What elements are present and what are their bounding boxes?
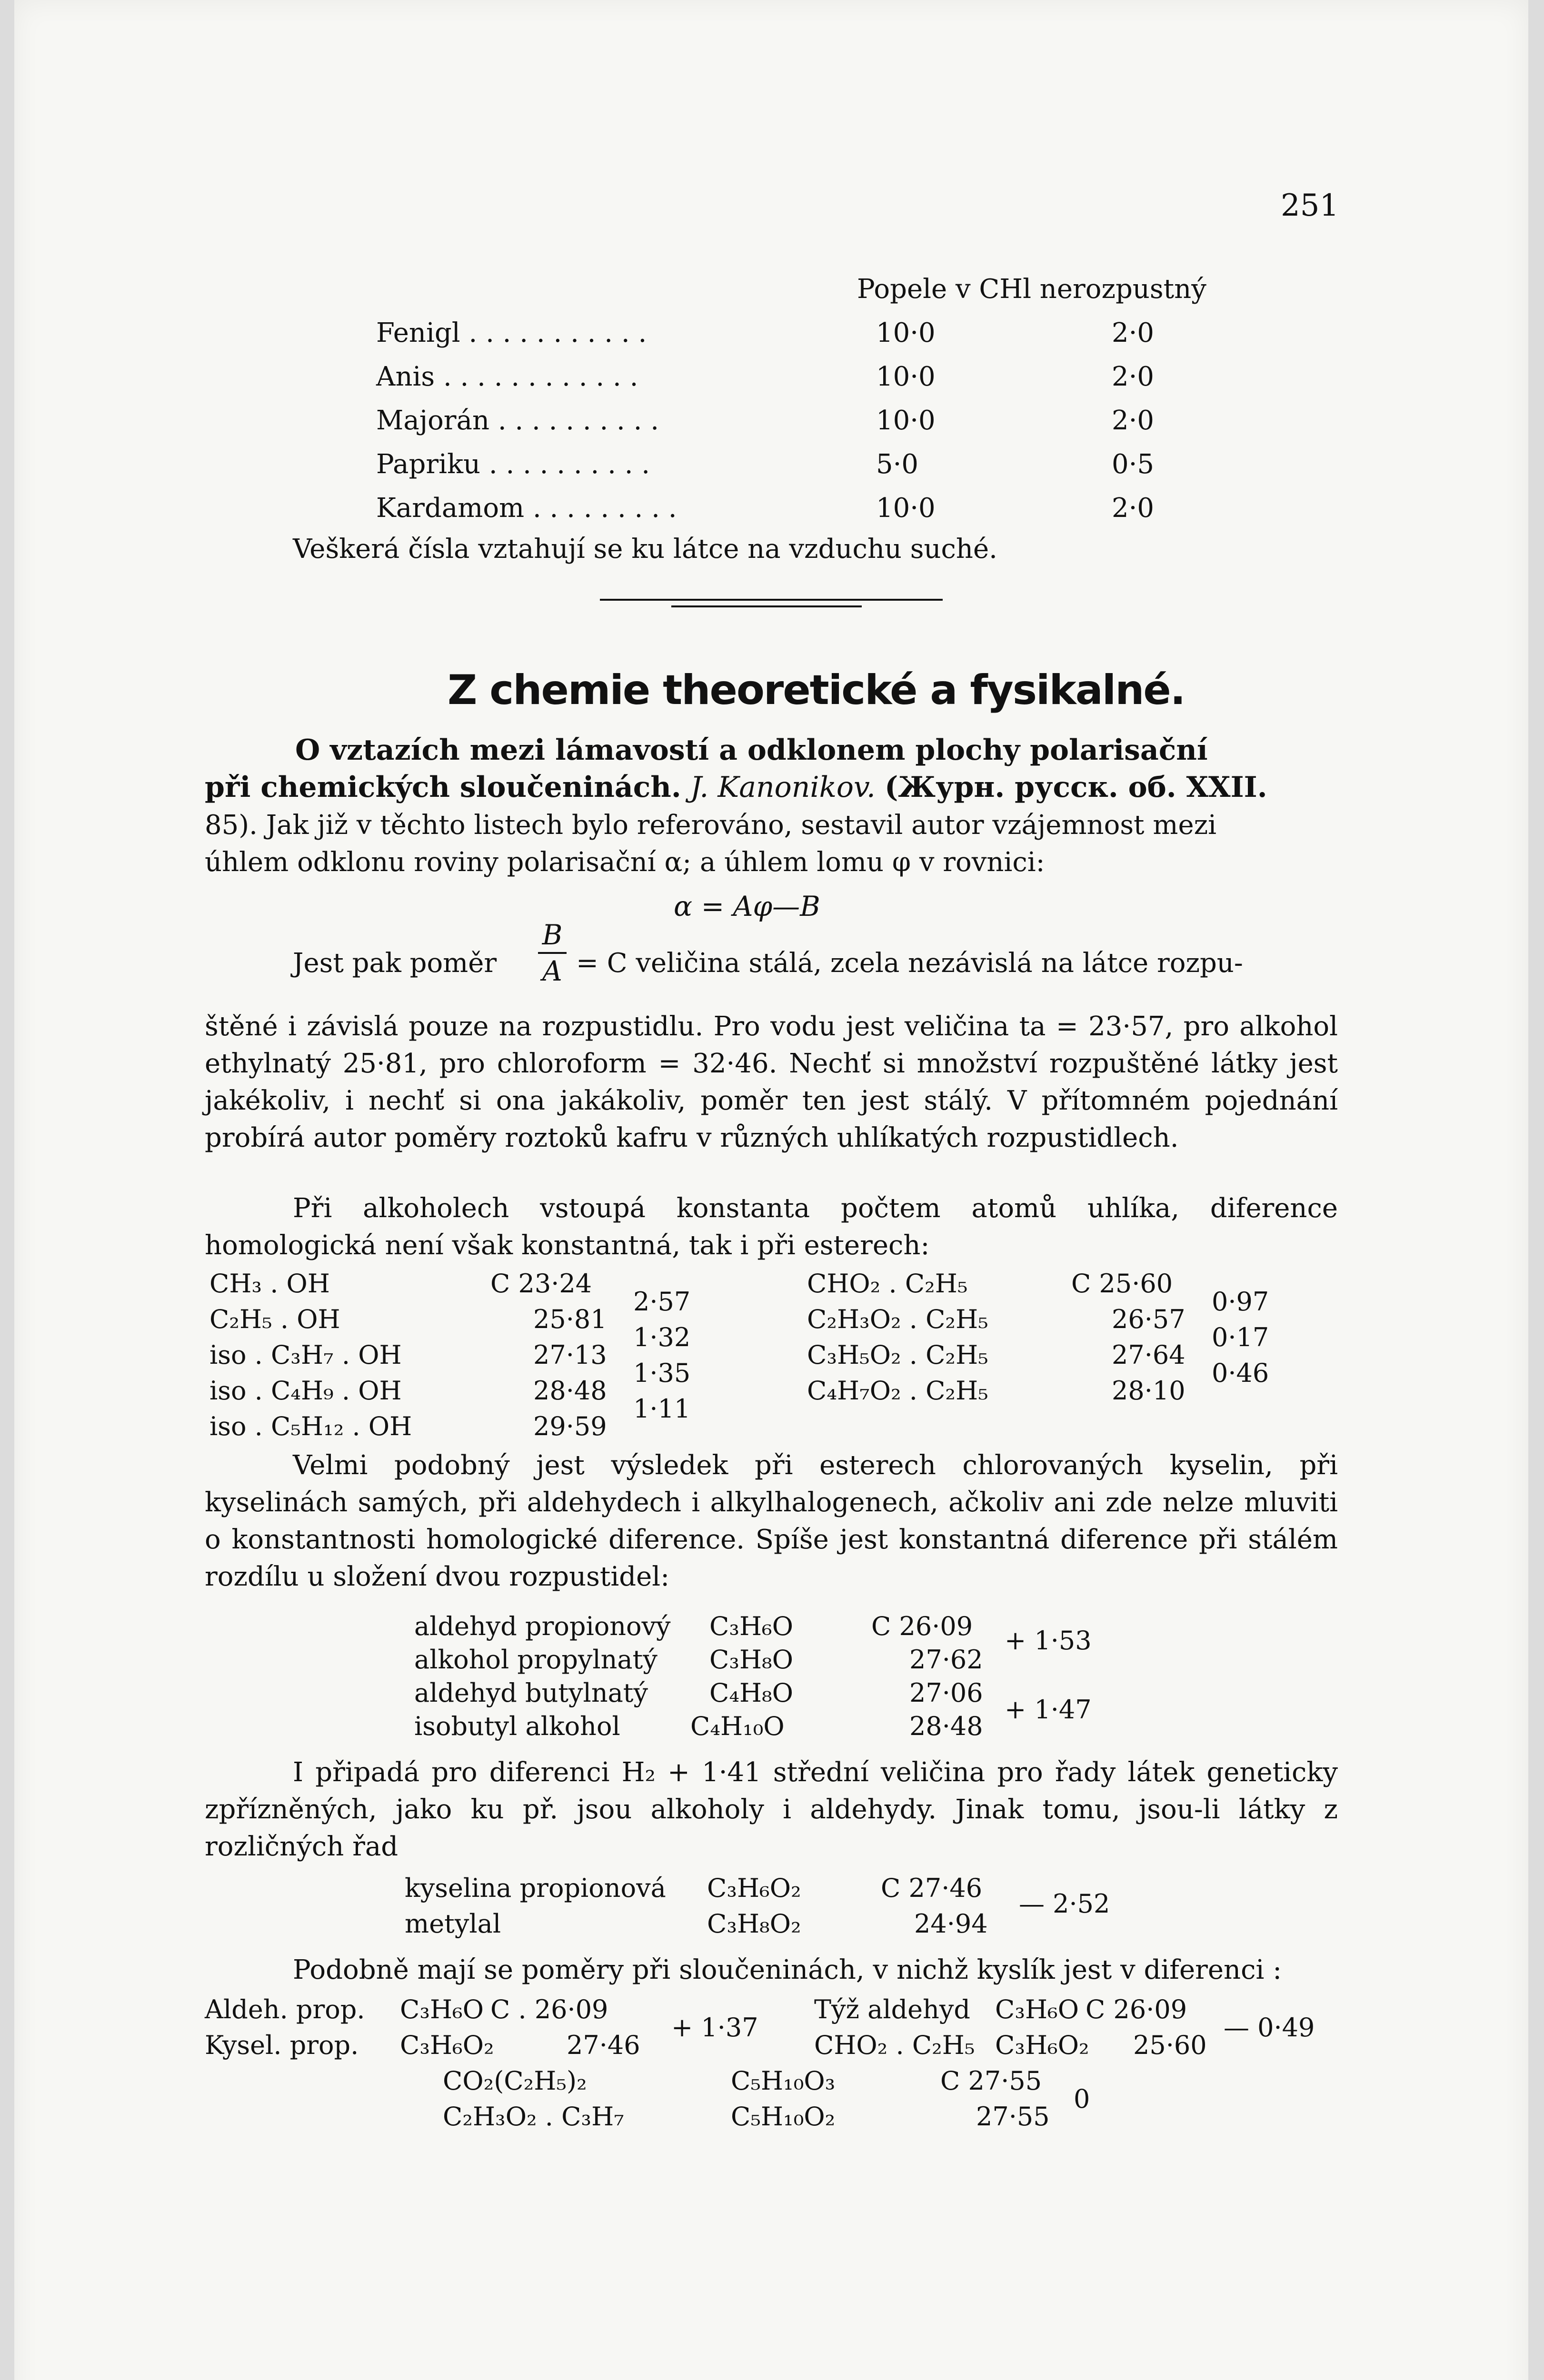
alcohol-value: 25·81 [533,1304,607,1334]
ester-value: C 25·60 [1071,1269,1173,1299]
ester-value: 26·57 [1112,1304,1185,1334]
pair-value: 27·62 [909,1645,983,1675]
acid-difference: — 2·52 [1019,1889,1110,1919]
paragraph-alcohols: Při alkoholech vstoupá konstanta počtem atomů uhlíka, diference homologická není však konstantná, tak i při esterech: [205,1193,1338,1261]
article-title-line2 [205,770,1267,804]
oxygen-right-label: CHO₂ . C₂H₅ [814,2030,975,2060]
pair-value: 28·48 [909,1711,983,1741]
alcohol-difference: 1·35 [633,1358,691,1388]
alcohol-formula: iso . C₄H₉ . OH [209,1376,402,1406]
ester-value: C 27·55 [940,2066,1042,2096]
alcohol-difference: 1·32 [633,1322,691,1352]
oxygen-right-difference: — 0·49 [1224,2013,1315,2043]
pair-value: 27·06 [909,1678,983,1708]
pair-formula: C₄H₈O [709,1678,793,1708]
section-divider [600,599,943,601]
ash-table-header: Popele v CHl nerozpustný [857,274,1206,305]
oxygen-left-formula: C₃H₆O [400,1994,484,2024]
section-divider-accent [671,605,862,607]
pair-formula: C₄H₁₀O [690,1711,785,1741]
oxygen-left-label: Kysel. prop. [205,2030,359,2060]
alcohol-formula: C₂H₅ . OH [209,1304,340,1334]
alcohol-difference: 2·57 [633,1287,691,1317]
oxygen-right-value: 25·60 [1133,2030,1207,2060]
ester-formula: C₄H₇O₂ . C₂H₅ [807,1376,988,1406]
acid-formula: C₃H₈O₂ [707,1909,801,1939]
paragraph-intro-line1: 85). Jak již v těchto listech bylo referováno, sestavil autor vzájemnost mezi [205,810,1217,841]
ratio-text-rest: = C veličina stálá, zcela nezávislá na látce rozpu- [576,948,1243,979]
pair-name: isobutyl alkohol [414,1711,620,1741]
paragraph-esters: Velmi podobný jest výsledek při esterech chlorovaných kyselin, při kyselinách samých, při aldehydech i alkylhalogenech, ačkoliv ani zde nelze mluviti o konstantnosti homologické diference. Spíše jest konstantná diference při stálém rozdílu u složení dvou rozpustidel: [205,1450,1338,1592]
oxygen-left-value: 27·46 [567,2030,640,2060]
ratio-fraction [538,919,567,987]
fraction-denominator: A [542,955,562,987]
ratio-text-start: Jest pak poměr [293,948,497,979]
pair-name: alkohol propylnatý [414,1645,657,1675]
article-author: J. Kanonikov. [690,771,876,804]
ester-value: 27·55 [976,2102,1050,2132]
row-value-ash: 10·0 [876,405,936,436]
pair-name: aldehyd butylnatý [414,1678,648,1708]
alcohol-formula: CH₃ . OH [209,1269,330,1299]
pair-formula: C₃H₈O [709,1645,793,1675]
alcohol-value: C 23·24 [490,1269,592,1299]
alcohol-value: 29·59 [533,1411,607,1441]
section-heading: Z chemie theoretické a fysikalné. [448,666,1185,714]
ester-difference: 0·17 [1212,1322,1269,1352]
scanned-page [14,0,1528,2380]
oxygen-left-formula: C₃H₆O₂ [400,2030,494,2060]
oxygen-right-value: C 26·09 [1086,1994,1187,2024]
pair-value: C 26·09 [871,1611,973,1641]
ester-right-formula: C₅H₁₀O₃ [731,2066,836,2096]
ester-value: 28·10 [1112,1376,1185,1406]
row-value-insoluble: 2·0 [1112,317,1155,348]
fraction-numerator: B [542,919,563,951]
row-value-ash: 10·0 [876,361,936,392]
ester-formula: C₃H₅O₂ . C₂H₅ [807,1340,988,1370]
row-value-ash: 10·0 [876,493,936,524]
row-label: Kardamom . . . . . . . . . [376,493,677,524]
fraction-bar [538,952,567,954]
paragraph-solvents: štěné i závislá pouze na rozpustidlu. Pro vodu jest veličina ta = 23·57, pro alkohol ethylnatý 25·81, pro chloroform = 32·46. Nechť si množství rozpuštěné látky jest jakékoliv, i nechť si ona jakákoliv, poměr ten jest stálý. V přítomném pojednání probírá autor poměry roztoků kafru v různých uhlíkatých rozpustidlech. [205,1011,1338,1153]
article-title-text: při chemických sloučeninách. [205,771,681,804]
oxygen-left-label: Aldeh. prop. [205,1994,365,2024]
row-value-insoluble: 2·0 [1112,405,1155,436]
table-row [376,361,1155,392]
alcohol-value: 28·48 [533,1376,607,1406]
row-value-insoluble: 0·5 [1112,449,1155,480]
article-title-line1: O vztazích mezi lámavostí a odklonem plochy polarisační [295,734,1208,767]
paragraph-oxygen: Podobně mají se poměry při sloučeninách, v nichž kyslík jest v diferenci : [293,1954,1282,1985]
article-source: (Журн. русск. об. XXII. [884,771,1267,804]
ester-difference: 0 [1074,2084,1090,2114]
oxygen-right-label: Týž aldehyd [814,1994,970,2024]
ester-left-formula: C₂H₃O₂ . C₃H₇ [443,2102,624,2132]
row-value-ash: 10·0 [876,317,936,348]
ester-right-formula: C₅H₁₀O₂ [731,2102,836,2132]
row-value-ash: 5·0 [876,449,919,480]
acid-name: kyselina propionová [405,1873,666,1903]
oxygen-left-difference: + 1·37 [671,2013,758,2043]
table-row [376,405,1155,436]
pair-difference: + 1·47 [1005,1695,1092,1725]
oxygen-left-value: C . 26·09 [490,1994,608,2024]
table-row [376,493,1155,524]
table-row [376,317,1155,348]
acid-name: metylal [405,1909,501,1939]
row-value-insoluble: 2·0 [1112,493,1155,524]
row-label: Fenigl . . . . . . . . . . . [376,317,647,348]
row-value-insoluble: 2·0 [1112,361,1155,392]
ester-formula: CHO₂ . C₂H₅ [807,1269,968,1299]
alcohol-formula: iso . C₅H₁₂ . OH [209,1411,412,1441]
ester-value: 27·64 [1112,1340,1185,1370]
alcohol-value: 27·13 [533,1340,607,1370]
ester-difference: 0·46 [1212,1358,1269,1388]
alcohol-formula: iso . C₃H₇ . OH [209,1340,402,1370]
oxygen-right-formula: C₃H₆O [995,1994,1079,2024]
ester-left-formula: CO₂(C₂H₅)₂ [443,2066,587,2096]
alcohol-difference: 1·11 [633,1394,691,1424]
acid-value: C 27·46 [881,1873,983,1903]
page-number: 251 [1281,188,1339,223]
ester-difference: 0·97 [1212,1287,1269,1317]
acid-formula: C₃H₆O₂ [707,1873,801,1903]
equation: α = Aφ—B [674,890,820,922]
paragraph-intro-line2: úhlem odklonu roviny polarisační α; a úhlem lomu φ v rovnici: [205,847,1045,878]
pair-formula: C₃H₆O [709,1611,793,1641]
acid-value: 24·94 [914,1909,988,1939]
row-label: Majorán . . . . . . . . . . [376,405,659,436]
table-note: Veškerá čísla vztahují se ku látce na vzduchu suché. [293,534,997,565]
pair-name: aldehyd propionový [414,1611,671,1641]
row-label: Anis . . . . . . . . . . . . [376,361,638,392]
pair-difference: + 1·53 [1005,1626,1092,1656]
oxygen-right-formula: C₃H₆O₂ [995,2030,1089,2060]
table-row [376,449,1155,480]
paragraph-hydrogen-difference: I připadá pro diferenci H₂ + 1·41 střední veličina pro řady látek geneticky zpřízněných, jako ku př. jsou alkoholy i aldehydy. Jinak tomu, jsou-li látky z rozličných řad [205,1757,1338,1862]
ester-formula: C₂H₃O₂ . C₂H₅ [807,1304,988,1334]
row-label: Papriku . . . . . . . . . . [376,449,650,480]
